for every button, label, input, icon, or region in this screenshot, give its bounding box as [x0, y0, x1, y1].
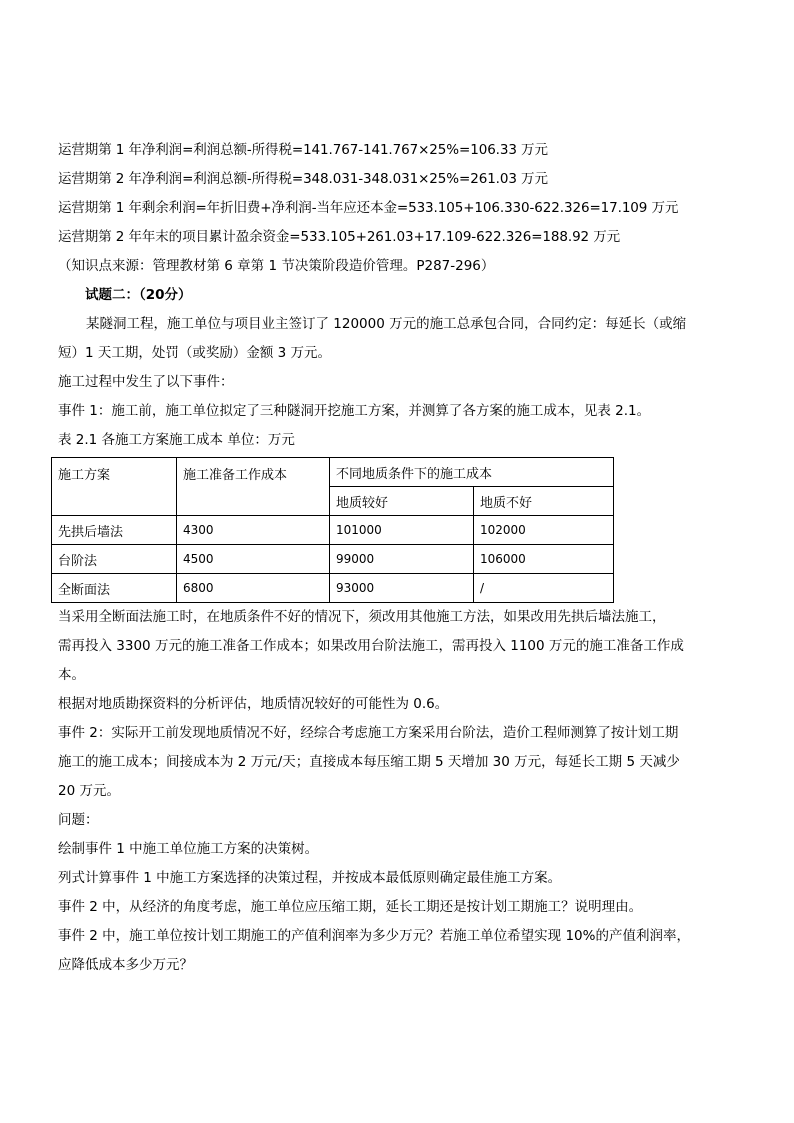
cell-good: 101000 — [330, 516, 474, 545]
event-2-line: 施工的施工成本；间接成本为 2 万元/天；直接成本每压缩工期 5 天增加 30 万元，每延长工期 5 天减少 — [58, 754, 680, 770]
cell-bad: / — [474, 574, 614, 603]
table-row — [52, 545, 614, 574]
question-item: 事件 2 中，从经济的角度考虑，施工单位应压缩工期，延长工期还是按计划工期施工？说明理由。 — [58, 899, 643, 915]
event-2-line: 20 万元。 — [58, 783, 120, 799]
cell-bad: 106000 — [474, 545, 614, 574]
intro-paragraph: 某隧洞工程，施工单位与项目业主签订了 120000 万元的施工总承包合同，合同约定：每延长（或缩 — [86, 316, 687, 332]
question-item: 绘制事件 1 中施工单位施工方案的决策树。 — [58, 841, 319, 857]
cell-prep: 6800 — [177, 574, 330, 603]
formula-line: 运营期第 2 年年末的项目累计盈余资金=533.105+261.03+17.109-622.326=188.92 万元 — [58, 229, 621, 245]
intro-paragraph: 短）1 天工期，处罚（或奖励）金额 3 万元。 — [58, 345, 332, 361]
document-page — [58, 136, 738, 980]
event-2-line: 事件 2：实际开工前发现地质情况不好，经综合考虑施工方案采用台阶法，造价工程师测算了按计划工期 — [58, 725, 679, 741]
paragraph-line: 需再投入 3300 万元的施工准备工作成本；如果改用台阶法施工，需再投入 1100 万元的施工准备工作成 — [58, 638, 684, 654]
event-1: 事件 1：施工前，施工单位拟定了三种隧洞开挖施工方案，并测算了各方案的施工成本，见表 2.1。 — [58, 403, 651, 419]
cell-good: 99000 — [330, 545, 474, 574]
cell-prep: 4500 — [177, 545, 330, 574]
cell-prep: 4300 — [177, 516, 330, 545]
source-note: （知识点来源：管理教材第 6 章第 1 节决策阶段造价管理。P287-296） — [58, 258, 495, 274]
cell-plan: 台阶法 — [52, 545, 177, 574]
formula-line: 运营期第 2 年净利润=利润总额-所得税=348.031-348.031×25%=261.03 万元 — [58, 171, 548, 187]
header-plan: 施工方案 — [52, 458, 177, 516]
formula-line: 运营期第 1 年剩余利润=年折旧费+净利润-当年应还本金=533.105+106.330-622.326=17.109 万元 — [58, 200, 679, 216]
table-row — [52, 574, 614, 603]
cost-table — [51, 457, 614, 603]
question-title: 试题二：（20分） — [85, 287, 192, 303]
events-intro: 施工过程中发生了以下事件： — [58, 374, 234, 390]
formula-line: 运营期第 1 年净利润=利润总额-所得税=141.767-141.767×25%=106.33 万元 — [58, 142, 548, 158]
cell-plan: 先拱后墙法 — [52, 516, 177, 545]
questions-label: 问题： — [58, 812, 99, 828]
cell-bad: 102000 — [474, 516, 614, 545]
header-geology-group: 不同地质条件下的施工成本 — [330, 458, 614, 487]
header-geology-good: 地质较好 — [330, 487, 474, 516]
header-prep-cost: 施工准备工作成本 — [177, 458, 330, 516]
table-row — [52, 516, 614, 545]
probability-line: 根据对地质勘探资料的分析评估，地质情况较好的可能性为 0.6。 — [58, 696, 449, 712]
question-item: 事件 2 中，施工单位按计划工期施工的产值利润率为多少万元？若施工单位希望实现 10%的产值利润率， — [58, 928, 690, 944]
question-item: 应降低成本多少万元？ — [58, 957, 193, 973]
question-item: 列式计算事件 1 中施工方案选择的决策过程，并按成本最低原则确定最佳施工方案。 — [58, 870, 562, 886]
paragraph-line: 当采用全断面法施工时，在地质条件不好的情况下，须改用其他施工方法，如果改用先拱后墙法施工， — [58, 609, 666, 625]
paragraph-line: 本。 — [58, 667, 85, 683]
cell-plan: 全断面法 — [52, 574, 177, 603]
table-caption: 表 2.1 各施工方案施工成本 单位：万元 — [58, 432, 295, 448]
header-geology-bad: 地质不好 — [474, 487, 614, 516]
cell-good: 93000 — [330, 574, 474, 603]
table-header-row — [52, 458, 614, 487]
